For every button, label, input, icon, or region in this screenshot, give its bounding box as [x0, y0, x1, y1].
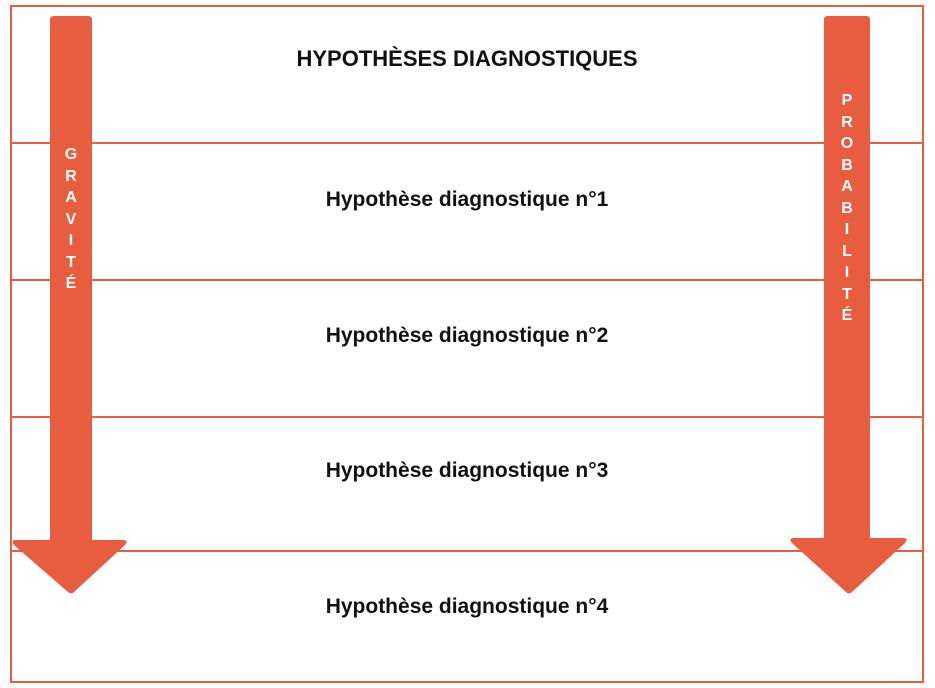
severity-letter: T [66, 253, 76, 271]
hypothesis-label-3: Hypothèse diagnostique n°3 [325, 459, 609, 482]
probability-letter: B [841, 156, 853, 174]
probability-letter: R [841, 113, 853, 131]
severity-letter: R [65, 167, 77, 185]
severity-arrow [8, 14, 130, 594]
down-arrow-icon [8, 14, 130, 594]
probability-letter: I [844, 221, 850, 238]
probability-letter: L [842, 242, 852, 260]
diagram-title: HYPOTHÈSES DIAGNOSTIQUES [296, 46, 638, 71]
severity-letter: I [68, 232, 74, 249]
probability-arrow-label [824, 90, 870, 327]
hypothesis-label-1: Hypothèse diagnostique n°1 [325, 188, 609, 211]
probability-letter: O [840, 135, 854, 152]
probability-letter: É [841, 307, 853, 324]
severity-letter: É [65, 275, 77, 292]
severity-letter: V [65, 210, 77, 228]
probability-arrow [786, 14, 911, 594]
hypothesis-label-4: Hypothèse diagnostique n°4 [325, 595, 609, 618]
severity-arrow-label [50, 144, 92, 295]
probability-letter: P [841, 92, 853, 109]
probability-letter: B [841, 199, 853, 217]
severity-letter: A [65, 189, 77, 206]
probability-letter: T [842, 285, 852, 303]
hypothesis-label-2: Hypothèse diagnostique n°2 [325, 324, 609, 347]
probability-letter: A [841, 178, 853, 195]
severity-letter: G [64, 146, 78, 163]
probability-letter: I [844, 264, 850, 281]
